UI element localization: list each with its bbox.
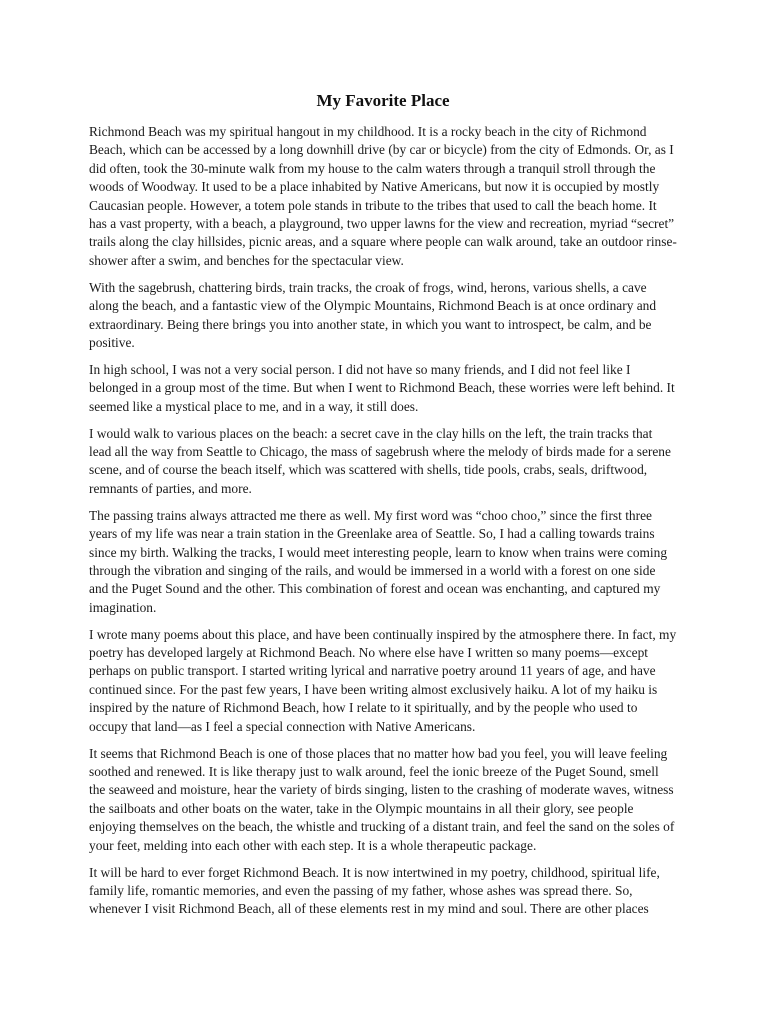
paragraph-6: I wrote many poems about this place, and have been continually inspired by the atmosphere there. In fact, my poetry has developed largely at Richmond Beach. No where else have I written so many poems—except perhaps on public transport. I started writing lyrical and narrative poetry around 11 years of age, and have continued since. For the past few years, I have been writing almost exclusively haiku. A lot of my haiku is inspired by the nature of Richmond Beach, how I relate to it spiritually, and by the people who used to occupy that land—as I feel a special connection with Native Americans.	[89, 626, 677, 734]
paragraph-2: With the sagebrush, chattering birds, train tracks, the croak of frogs, wind, herons, various shells, a cave along the beach, and a fantastic view of the Olympic Mountains, Richmond Beach is at once ordinary and extraordinary. Being there brings you into another state, in which you want to introspect, be calm, and be positive.	[89, 279, 657, 350]
paragraph-3: In high school, I was not a very social person. I did not have so many friends, and I did not feel like I belonged in a group most of the time. But when I went to Richmond Beach, these worries were left behind. It seemed like a mystical place to me, and in a way, it still does.	[89, 361, 675, 414]
paragraph-8: It will be hard to ever forget Richmond Beach. It is now intertwined in my poetry, childhood, spiritual life, family life, romantic memories, and even the passing of my father, whose ashes was spread there. So, whenever I visit Richmond Beach, all of these elements rest in my mind and soul. There are other places	[89, 864, 660, 917]
paragraph-1: Richmond Beach was my spiritual hangout in my childhood. It is a rocky beach in the city of Richmond Beach, which can be accessed by a long downhill drive (by car or bicycle) from the city of Edmonds. Or, as I did often, took the 30-minute walk from my house to the calm waters through a tranquil stroll through the woods of Woodway. It used to be a place inhabited by Native Americans, but now it is occupied by mostly Caucasian people. However, a totem pole stands in tribute to the tribes that used to call the beach home. It has a vast property, with a beach, a playground, two upper lawns for the view and recreation, myriad “secret” trails along the clay hillsides, picnic areas, and a square where people can walk around, take an outdoor rinse-shower after a swim, and benches for the spectacular view.	[89, 124, 677, 268]
paragraph-5: The passing trains always attracted me there as well. My first word was “choo choo,” since the first three years of my life was near a train station in the Greenlake area of Seattle. So, I had a calling towards trains since my birth. Walking the tracks, I would meet interesting people, learn to know when trains were coming through the vibration and singing of the rails, and would be immersed in a world with a forest on one side and the Puget Sound and the other. This combination of forest and ocean was enchanting, and captured my imagination.	[89, 507, 668, 615]
paragraph-4: I would walk to various places on the beach: a secret cave in the clay hills on the left, the train tracks that lead all the way from Seattle to Chicago, the mass of sagebrush where the melody of birds made for a serene scene, and of course the beach itself, which was scattered with shells, tide pools, crabs, seals, driftwood, remnants of parties, and more.	[89, 425, 671, 496]
document-body	[89, 90, 677, 927]
document-title: My Favorite Place	[316, 91, 450, 110]
paragraph-7: It seems that Richmond Beach is one of those places that no matter how bad you feel, you will leave feeling soothed and renewed. It is like therapy just to walk around, feel the ionic breeze of the Puget Sound, smell the seaweed and moisture, hear the variety of birds singing, listen to the crashing of moderate waves, witness the sailboats and other boats on the water, take in the Olympic mountains in all their glory, see people enjoying themselves on the beach, the whistle and trucking of a distant train, and feel the sand on the soles of your feet, melding into each other with each step. It is a whole therapeutic package.	[89, 745, 675, 853]
